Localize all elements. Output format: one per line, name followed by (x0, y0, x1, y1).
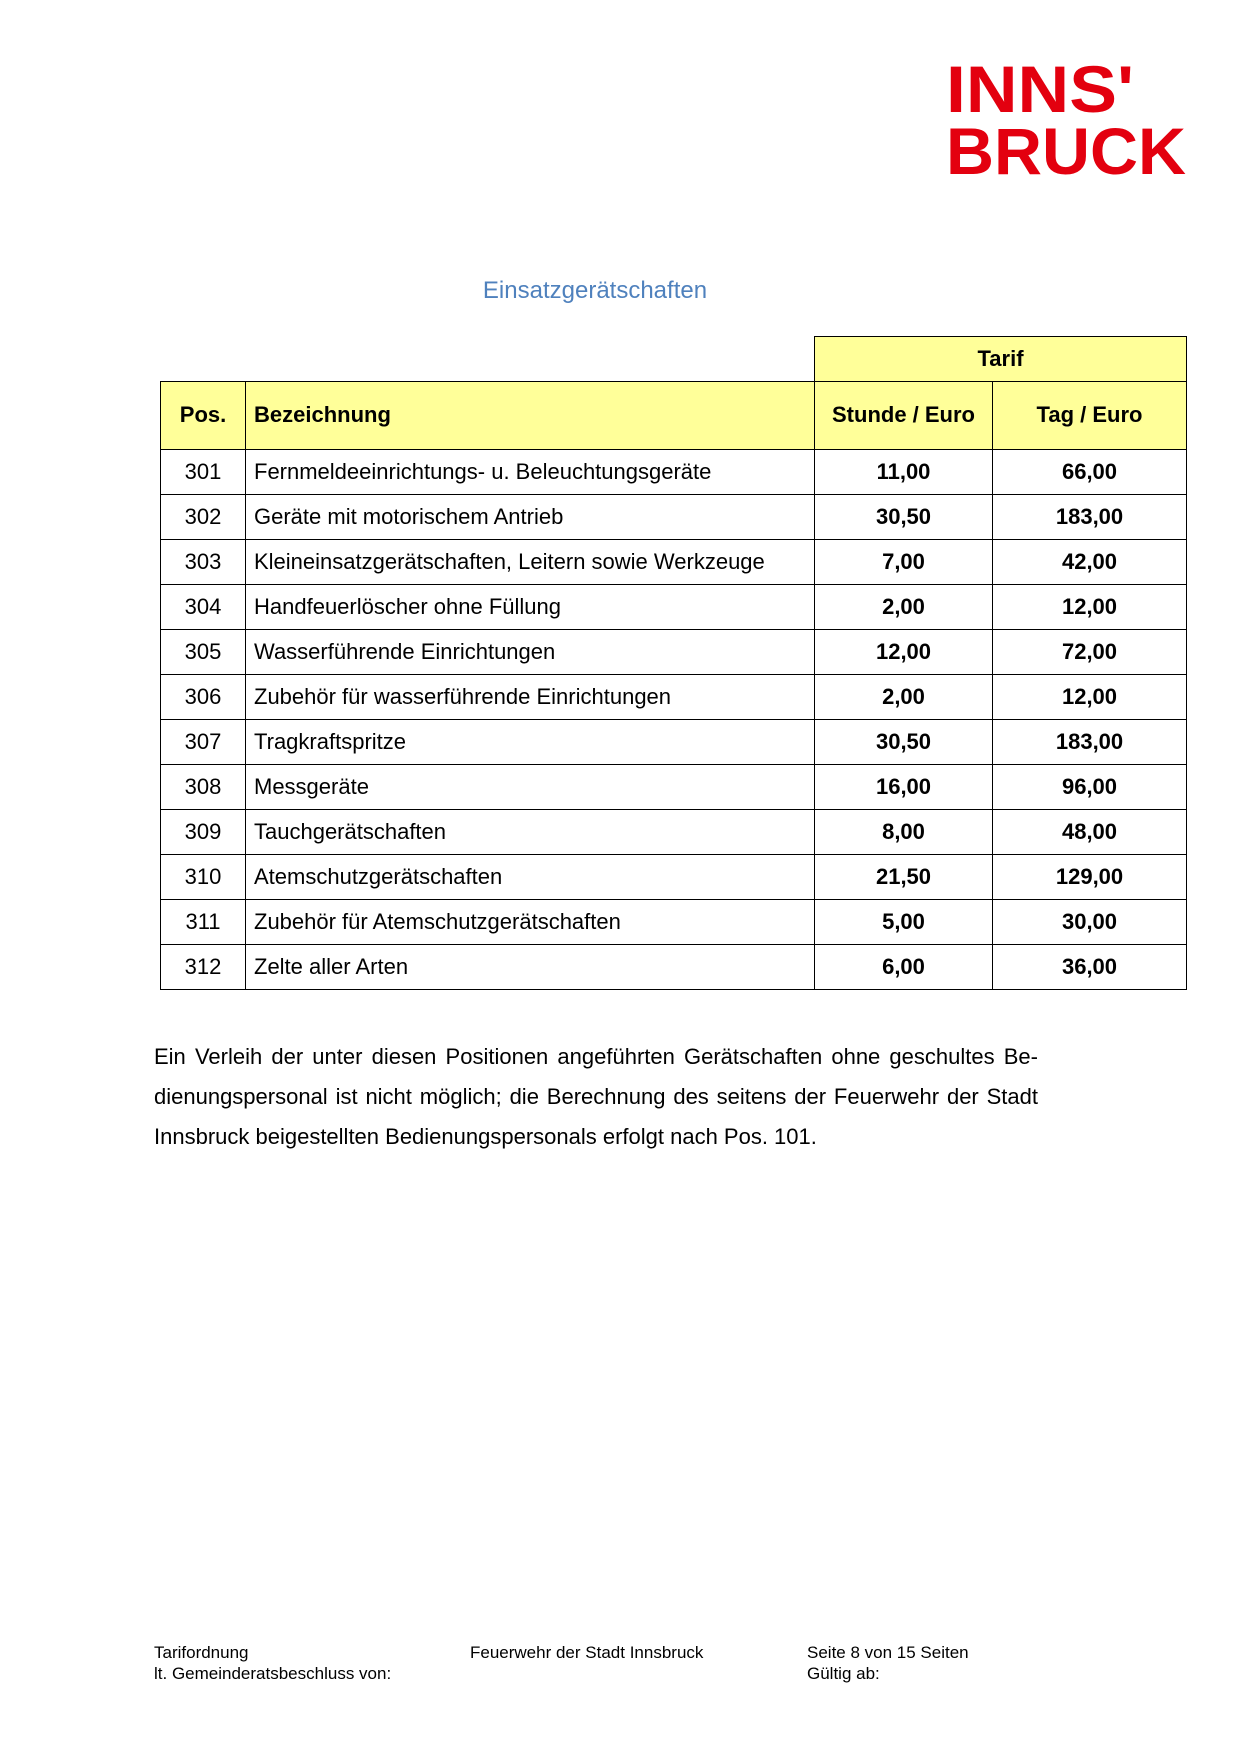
table-row (161, 674, 1187, 719)
table-group-header-row (161, 337, 1187, 382)
cell-description: Messgeräte (246, 764, 815, 809)
cell-hour-rate: 16,00 (815, 764, 993, 809)
cell-day-rate: 12,00 (993, 584, 1187, 629)
cell-pos: 302 (161, 494, 246, 539)
cell-pos: 311 (161, 899, 246, 944)
cell-pos: 301 (161, 449, 246, 494)
cell-description: Zubehör für Atemschutzgerätschaften (246, 899, 815, 944)
cell-hour-rate: 8,00 (815, 809, 993, 854)
table-row (161, 854, 1187, 899)
cell-day-rate: 183,00 (993, 719, 1187, 764)
section-title: Einsatzgerätschaften (482, 277, 708, 304)
cell-description: Wasserführende Einrichtungen (246, 629, 815, 674)
cell-description: Zubehör für wasserführende Einrichtungen (246, 674, 815, 719)
logo-line-1: INNS' (946, 58, 1134, 126)
cell-day-rate: 12,00 (993, 674, 1187, 719)
table-header-row (161, 381, 1187, 449)
table-row (161, 719, 1187, 764)
rental-note: Ein Verleih der unter diesen Positionen angeführten Gerätschaften ohne geschultes Bedienungspersonal ist nicht möglich; die Berechnung des seitens der Feuerwehr der Stadt Innsbruck beigestellten Bedienungspersonals erfolgt nach Pos. 101. (154, 1044, 1038, 1149)
cell-description: Atemschutzgerätschaften (246, 854, 815, 899)
cell-hour-rate: 6,00 (815, 944, 993, 989)
footer-page-number: Seite 8 von 15 Seiten (807, 1643, 969, 1662)
tariff-table (160, 336, 1187, 990)
cell-day-rate: 129,00 (993, 854, 1187, 899)
cell-description: Kleineinsatzgerätschaften, Leitern sowie Werkzeuge (246, 539, 815, 584)
footer-right (807, 1642, 969, 1684)
cell-hour-rate: 5,00 (815, 899, 993, 944)
tarif-group-header: Tarif (815, 337, 1187, 382)
cell-pos: 304 (161, 584, 246, 629)
cell-description: Tauchgerätschaften (246, 809, 815, 854)
cell-hour-rate: 11,00 (815, 449, 993, 494)
header-pos: Pos. (161, 381, 246, 449)
cell-description: Fernmeldeeinrichtungs- u. Beleuchtungsgeräte (246, 449, 815, 494)
cell-pos: 306 (161, 674, 246, 719)
table-row (161, 944, 1187, 989)
cell-hour-rate: 21,50 (815, 854, 993, 899)
cell-day-rate: 183,00 (993, 494, 1187, 539)
cell-hour-rate: 30,50 (815, 719, 993, 764)
cell-description: Geräte mit motorischem Antrieb (246, 494, 815, 539)
cell-pos: 305 (161, 629, 246, 674)
logo-line-2: BRUCK (946, 114, 1187, 180)
cell-day-rate: 66,00 (993, 449, 1187, 494)
header-hour-euro: Stunde / Euro (815, 381, 993, 449)
cell-day-rate: 30,00 (993, 899, 1187, 944)
cell-day-rate: 72,00 (993, 629, 1187, 674)
table-row (161, 809, 1187, 854)
cell-pos: 310 (161, 854, 246, 899)
innsbruck-logo (946, 58, 1192, 180)
cell-pos: 307 (161, 719, 246, 764)
cell-day-rate: 42,00 (993, 539, 1187, 584)
table-row (161, 899, 1187, 944)
cell-description: Zelte aller Arten (246, 944, 815, 989)
cell-hour-rate: 30,50 (815, 494, 993, 539)
footer-doc-title: Tarifordnung (154, 1643, 249, 1662)
footer-valid-from: Gültig ab: (807, 1664, 880, 1683)
header-description: Bezeichnung (246, 381, 815, 449)
cell-pos: 309 (161, 809, 246, 854)
table-row (161, 629, 1187, 674)
table-row (161, 494, 1187, 539)
table-row (161, 584, 1187, 629)
cell-hour-rate: 2,00 (815, 674, 993, 719)
cell-description: Handfeuerlöscher ohne Füllung (246, 584, 815, 629)
table-row (161, 539, 1187, 584)
footer-organization: Feuerwehr der Stadt Innsbruck (470, 1643, 704, 1662)
cell-hour-rate: 2,00 (815, 584, 993, 629)
cell-pos: 303 (161, 539, 246, 584)
footer-middle (470, 1642, 703, 1663)
cell-day-rate: 96,00 (993, 764, 1187, 809)
cell-pos: 308 (161, 764, 246, 809)
footer-council-resolution: lt. Gemeinderatsbeschluss von: (154, 1664, 392, 1683)
cell-day-rate: 48,00 (993, 809, 1187, 854)
cell-description: Tragkraftspritze (246, 719, 815, 764)
cell-day-rate: 36,00 (993, 944, 1187, 989)
footer-left (154, 1642, 391, 1684)
table-row (161, 764, 1187, 809)
cell-hour-rate: 7,00 (815, 539, 993, 584)
table-row (161, 449, 1187, 494)
cell-pos: 312 (161, 944, 246, 989)
cell-hour-rate: 12,00 (815, 629, 993, 674)
header-day-euro: Tag / Euro (993, 381, 1187, 449)
